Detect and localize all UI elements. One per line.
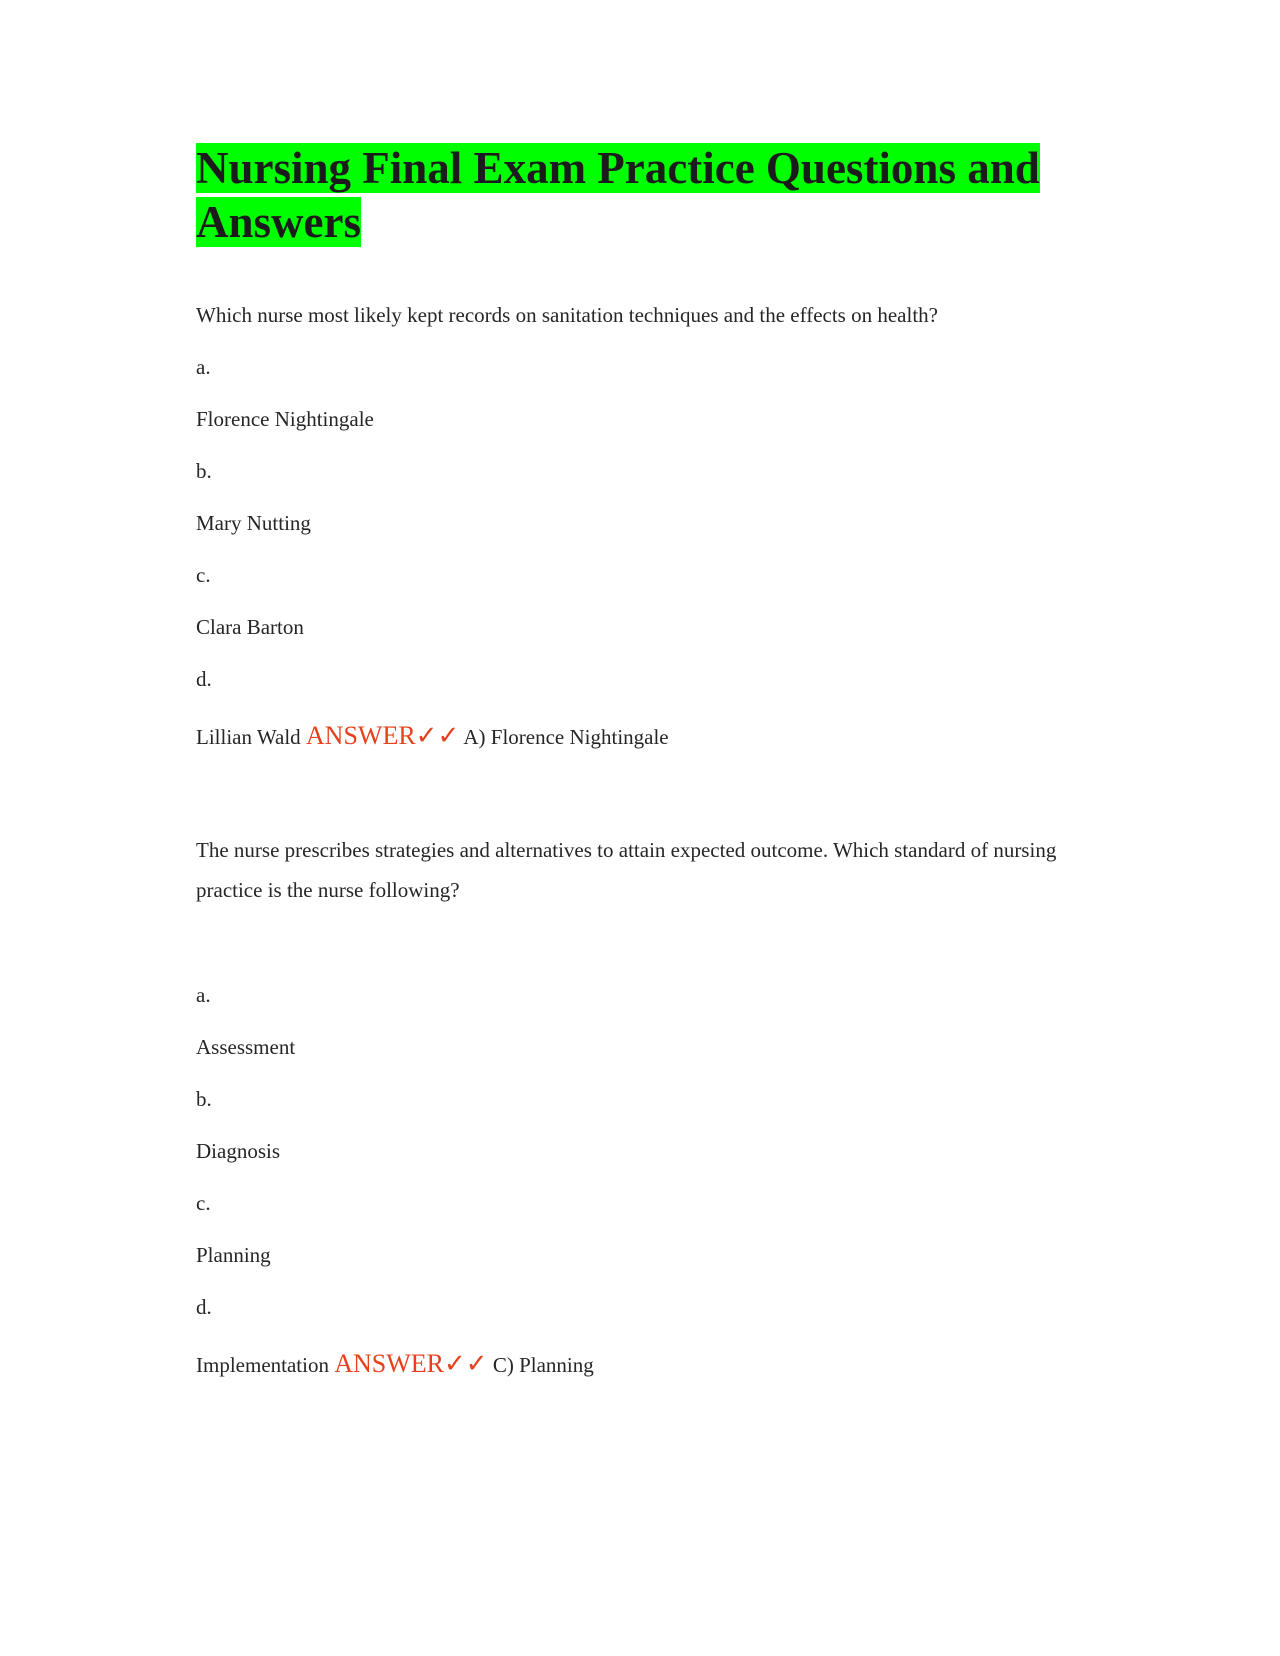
question-2-option-d-text: Implementation: [196, 1353, 329, 1377]
question-2-option-c-letter: c.: [196, 1191, 211, 1215]
question-2-option-a-letter: a.: [196, 983, 211, 1007]
question-2-answer-tag: ANSWER✓✓: [334, 1349, 488, 1378]
question-1-option-d-letter: d.: [196, 667, 212, 691]
question-1-option-a-text: Florence Nightingale: [196, 407, 374, 431]
question-2-option-a-text: Assessment: [196, 1035, 296, 1059]
question-2-option-c-text: Planning: [196, 1243, 271, 1267]
question-2-option-d-letter: d.: [196, 1295, 212, 1319]
question-1-answer-line: [196, 716, 669, 757]
question-2-option-b-text: Diagnosis: [196, 1139, 280, 1163]
question-2-answer: C) Planning: [492, 1353, 594, 1377]
question-2-prompt: The nurse prescribes strategies and alternatives to attain expected outcome. Which standard of nursing practice is the nurse following?: [196, 838, 1057, 902]
question-2-answer-line: [196, 1344, 594, 1385]
question-1-option-a-letter: a.: [196, 355, 211, 379]
question-1-option-d-text: Lillian Wald: [196, 725, 301, 749]
question-1-answer: A) Florence Nightingale: [463, 725, 669, 749]
question-1-option-c-letter: c.: [196, 563, 211, 587]
question-1-option-b-text: Mary Nutting: [196, 511, 311, 535]
question-1-answer-tag: ANSWER✓✓: [305, 721, 460, 750]
document-title-text: Nursing Final Exam Practice Questions and Answers: [196, 143, 1040, 247]
question-1-prompt: Which nurse most likely kept records on sanitation techniques and the effects on health?: [196, 303, 938, 327]
document-title: [196, 141, 1086, 249]
question-1-option-c-text: Clara Barton: [196, 615, 304, 639]
question-1-option-b-letter: b.: [196, 459, 212, 483]
question-2-option-b-letter: b.: [196, 1087, 212, 1111]
